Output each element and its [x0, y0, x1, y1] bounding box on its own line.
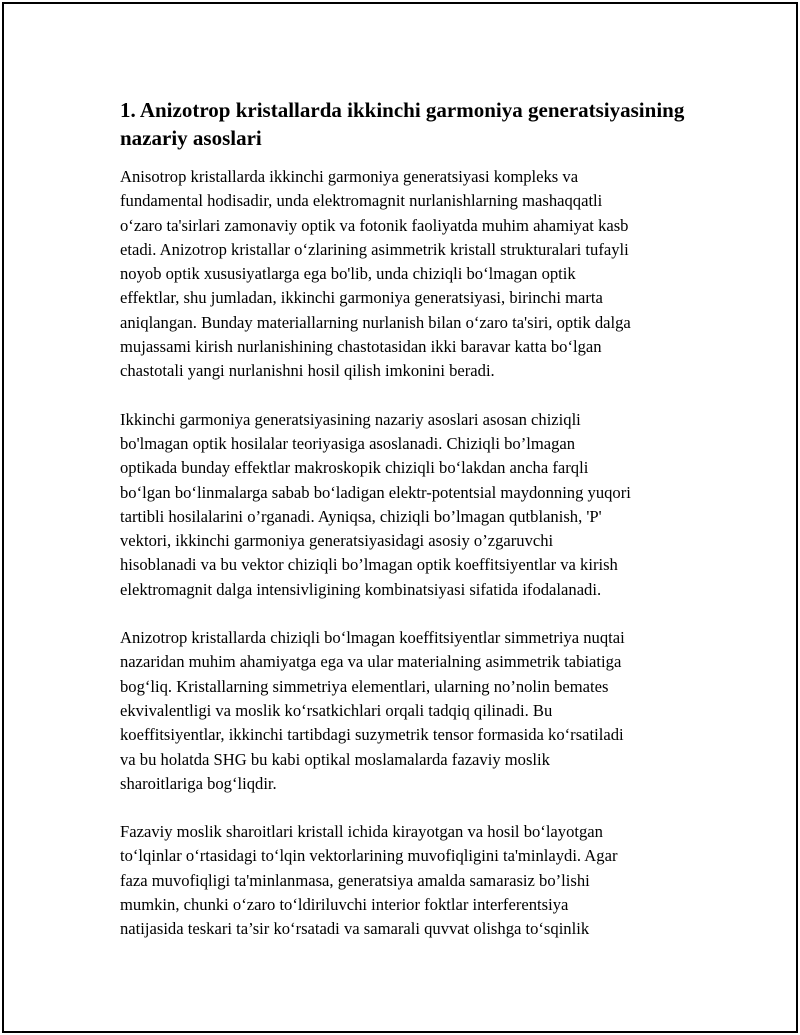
- paragraph-line: mujassami kirish nurlanishining chastotasidan ikki baravar katta boʻlgan: [120, 337, 602, 357]
- paragraph-line: faza muvofiqligi ta'minlanmasa, generatsiya amalda samarasiz bo’lishi: [120, 870, 590, 890]
- paragraph-line: fundamental hodisadir, unda elektromagnit nurlanishlarning mashaqqatli: [120, 191, 603, 211]
- paragraph-line: hisoblanadi va bu vektor chiziqli bo’lmagan optik koeffitsiyentlar va kirish: [120, 555, 618, 575]
- paragraph-line: etadi. Anizotrop kristallar oʻzlarining asimmetrik kristall strukturalari tufayli: [120, 239, 629, 259]
- paragraph-line: bogʻliq. Kristallarning simmetriya elementlari, ularning no’nolin bemates: [120, 676, 609, 696]
- body-paragraph: [120, 820, 708, 941]
- paragraph-line: optikada bunday effektlar makroskopik chiziqli boʻlakdan ancha farqli: [120, 458, 589, 478]
- paragraph-line: nazaridan muhim ahamiyatga ega va ular materialning asimmetrik tabiatiga: [120, 652, 622, 672]
- paragraph-line: Anisotrop kristallarda ikkinchi garmoniya generatsiyasi kompleks va: [120, 167, 579, 186]
- paragraph-line: effektlar, shu jumladan, ikkinchi garmoniya generatsiyasi, birinchi marta: [120, 288, 603, 308]
- paragraph-line: toʻlqinlar oʻrtasidagi toʻlqin vektorlarining muvofiqligini ta'minlaydi. Agar: [120, 846, 618, 866]
- heading-line: 1. Anizotrop kristallarda ikkinchi garmoniya generatsiyasining: [120, 98, 685, 122]
- section-heading: [120, 96, 708, 152]
- paragraph-line: Ikkinchi garmoniya generatsiyasining nazariy asoslari asosan chiziqli: [120, 409, 581, 429]
- paragraph-line: bo'lmagan optik hosilalar teoriyasiga asoslanadi. Chiziqli bo’lmagan: [120, 433, 576, 453]
- paragraph-line: koeffitsiyentlar, ikkinchi tartibdagi suzymetrik tensor formasida koʻrsatiladi: [120, 725, 624, 745]
- paragraph-line: mumkin, chunki oʻzaro toʻldiriluvchi interior foktlar interferentsiya: [120, 895, 569, 915]
- paragraph-line: Anizotrop kristallarda chiziqli boʻlmagan koeffitsiyentlar simmetriya nuqtai: [120, 628, 625, 648]
- body-paragraph: [120, 165, 708, 384]
- paragraph-line: ekvivalentligi va moslik koʻrsatkichlari orqali tadqiq qilinadi. Bu: [120, 700, 553, 720]
- paragraph-line: natijasida teskari ta’sir koʻrsatadi va samarali quvvat olishga toʻsqinlik: [120, 919, 590, 939]
- paragraph-line: aniqlangan. Bunday materiallarning nurlanish bilan oʻzaro ta'siri, optik dalga: [120, 312, 631, 332]
- paragraph-line: noyob optik xususiyatlarga ega bo'lib, unda chiziqli boʻlmagan optik: [120, 264, 576, 284]
- body-paragraph: [120, 626, 708, 796]
- page-frame: [2, 2, 798, 1033]
- paragraph-line: tartibli hosilalarini o’rganadi. Ayniqsa, chiziqli bo’lmagan qutblanish, 'P': [120, 506, 602, 526]
- paragraph-line: Fazaviy moslik sharoitlari kristall ichida kirayotgan va hosil boʻlayotgan: [120, 822, 603, 842]
- paragraph-line: vektori, ikkinchi garmoniya generatsiyasidagi asosiy o’zgaruvchi: [120, 531, 554, 551]
- paragraph-line: va bu holatda SHG bu kabi optikal moslamalarda fazaviy moslik: [120, 749, 550, 769]
- paragraph-line: chastotali yangi nurlanishni hosil qilish imkonini beradi.: [120, 361, 495, 381]
- paragraph-line: elektromagnit dalga intensivligining kombinatsiyasi sifatida ifodalanadi.: [120, 579, 602, 599]
- paragraph-line: sharoitlariga bogʻliqdir.: [120, 773, 277, 793]
- body-paragraph: [120, 408, 708, 602]
- heading-line: nazariy asoslari: [120, 126, 262, 150]
- paragraph-line: oʻzaro ta'sirlari zamonaviy optik va fotonik faoliyatda muhim ahamiyat kasb: [120, 215, 629, 235]
- document-body: [120, 96, 708, 942]
- paragraph-line: boʻlgan boʻlinmalarga sabab boʻladigan elektr-potentsial maydonning yuqori: [120, 482, 631, 502]
